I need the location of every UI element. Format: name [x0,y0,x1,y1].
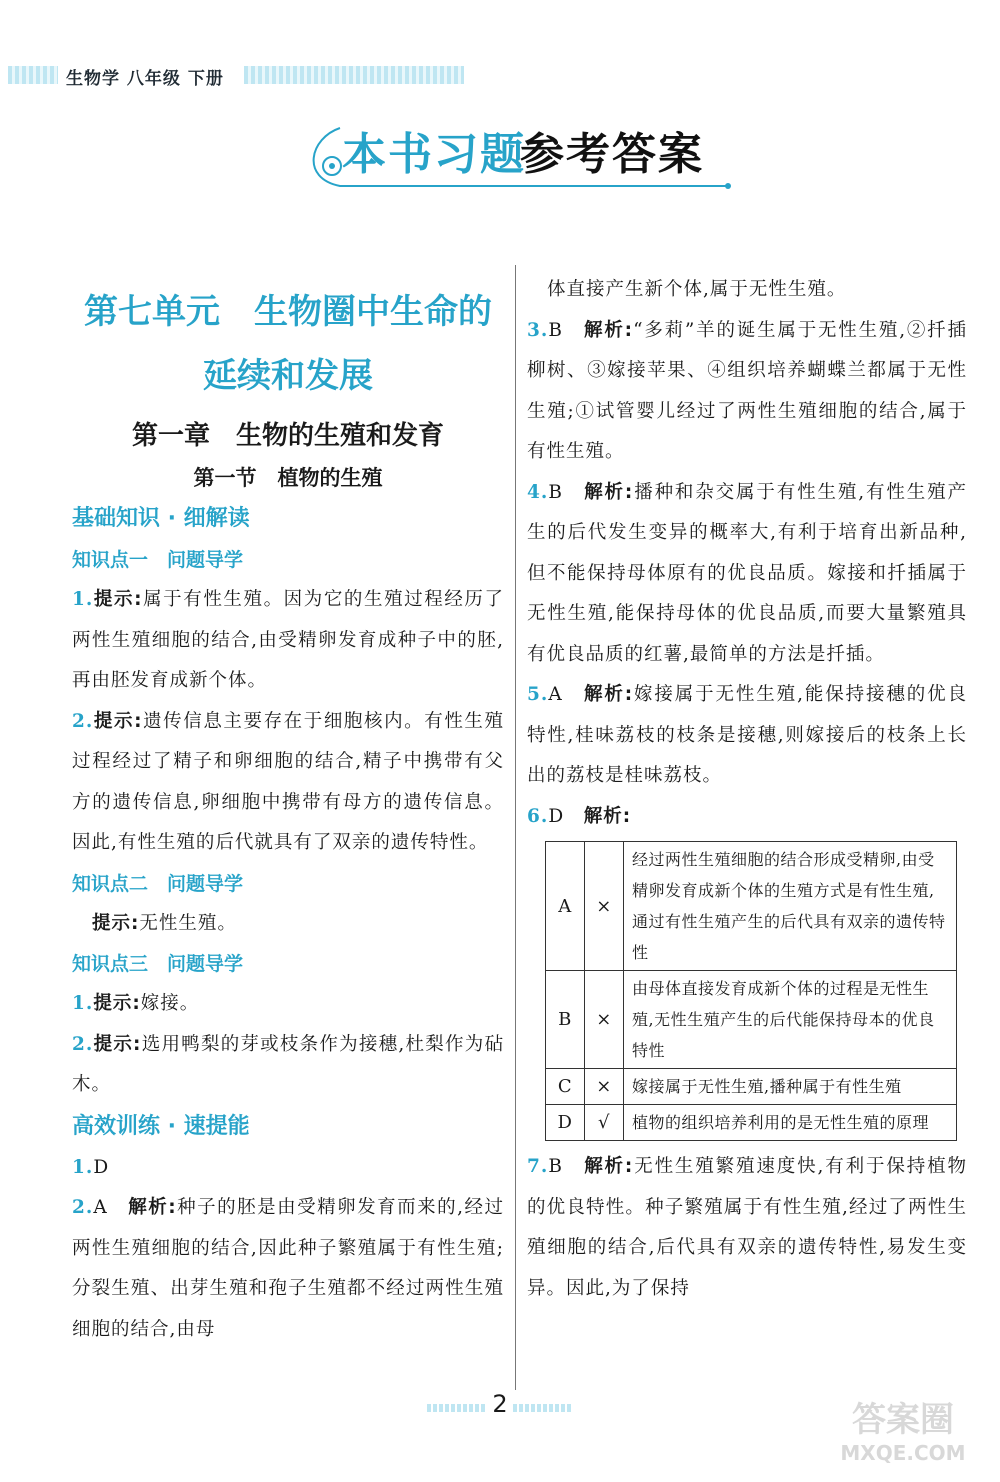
kp3-answer-2: 2.提示:选用鸭梨的芽或枝条作为接穗,杜梨作为砧木。 [72,1033,504,1095]
column-divider [515,265,516,1390]
answer-3: 3.B 解析:“多莉”羊的诞生属于无性生殖,②扦插柳树、③嫁接苹果、④组织培养蝴蝶兰都属于无性生殖;①试管婴儿经过了两性生殖细胞的结合,属于有性生殖。 [527,319,967,462]
watermark-logo: 答案圈 MXQE.COM [840,1400,966,1465]
footer-decor-left [427,1404,487,1412]
answer-6: 6.D 解析: [527,805,632,827]
footer-decor-right [513,1404,573,1412]
judgement-cell: × [585,842,624,971]
answer-2-continued: 体直接产生新个体,属于无性生殖。 [547,279,847,300]
explanation-cell: 经过两性生殖细胞的结合形成受精卵,由受精卵发育成新个体的生殖方式是有性生殖,通过有性生殖产生的后代具有双亲的遗传特性 [624,842,957,971]
header-decor-left [8,66,58,84]
answer-7: 7.B 解析:无性生殖繁殖速度快,有利于保持植物的优良特性。种子繁殖属于有性生殖,经过了两性生殖细胞的结合,后代具有双亲的遗传特性,易发生变异。因此,为了保持 [527,1156,967,1299]
kp1-answer-2: 2.提示:遗传信息主要存在于细胞核内。有性生殖过程经过了精子和卵细胞的结合,精子中携带有父方的遗传信息,卵细胞中携带有母方的遗传信息。因此,有性生殖的后代就具有了双亲的遗传特性。 [72,710,504,853]
table-row [546,1105,957,1141]
answer-4: 4.B 解析:播种和杂交属于有性生殖,有性生殖产生的后代发生变异的概率大,有利于培育出新品种,但不能保持母体原有的优良品质。嫁接和扦插属于无性生殖,能保持母体的优良品质,而要大量繁殖具有优良品质的红薯,最简单的方法是扦插。 [527,481,967,665]
heading-training: 高效训练 · 速提能 [72,1113,250,1139]
judgement-cell: × [585,971,624,1069]
kp2-answer: 提示:无性生殖。 [92,912,237,934]
judgement-cell: × [585,1069,624,1105]
banner-title-black: 参考答案 [520,129,704,180]
answers-banner [300,118,740,198]
banner-title-blue: 本书习题 [342,129,526,180]
option-cell: B [546,971,585,1069]
chapter-title: 第一章 生物的生殖和发育 [131,421,444,451]
explanation-cell: 植物的组织培养利用的是无性生殖的原理 [624,1105,957,1141]
training-answer-2: 2.A 解析:种子的胚是由受精卵发育而来的,经过两性生殖细胞的结合,因此种子繁殖属于有性生殖;分裂生殖、出芽生殖和孢子生殖都不经过两性生殖细胞的结合,由母 [72,1197,504,1340]
unit-title-line1: 第七单元 生物圈中生命的 [84,292,492,332]
section-title: 第一节 植物的生殖 [193,466,383,490]
right-column [527,270,967,1309]
knowledge-point-3: 知识点三 问题导学 [72,953,244,975]
explanation-cell: 由母体直接发育成新个体的过程是无性生殖,无性生殖产生的后代能保持母本的优良特性 [624,971,957,1069]
kp1-answer-1: 1.提示:属于有性生殖。因为它的生殖过程经历了两性生殖细胞的结合,由受精卵发育成种子中的胚,再由胚发育成新个体。 [72,589,504,691]
book-title: 生物学 八年级 下册 [66,69,224,89]
answer-5: 5.A 解析:嫁接属于无性生殖,能保持接穗的优良特性,桂味荔枝的枝条是接穗,则嫁接后的枝条上长出的荔枝是桂味荔枝。 [527,684,967,786]
knowledge-point-1: 知识点一 问题导学 [72,549,244,571]
left-column [72,280,504,1350]
judgement-cell: √ [585,1105,624,1141]
kp3-answer-1: 1.提示:嫁接。 [72,993,200,1014]
training-answer-1: 1.D [72,1156,110,1178]
explanation-cell: 嫁接属于无性生殖,播种属于有性生殖 [624,1069,957,1105]
option-cell: C [546,1069,585,1105]
unit-title-line2: 延续和发展 [203,356,373,396]
knowledge-point-2: 知识点二 问题导学 [72,872,244,895]
page-number: 2 [492,1390,508,1418]
table-row [546,971,957,1069]
heading-basic: 基础知识 · 细解读 [72,506,250,531]
answer-6-table [545,841,957,1141]
header-decor-right [244,66,464,84]
table-row [546,842,957,971]
option-cell: A [546,842,585,971]
option-cell: D [546,1105,585,1141]
table-row [546,1069,957,1105]
